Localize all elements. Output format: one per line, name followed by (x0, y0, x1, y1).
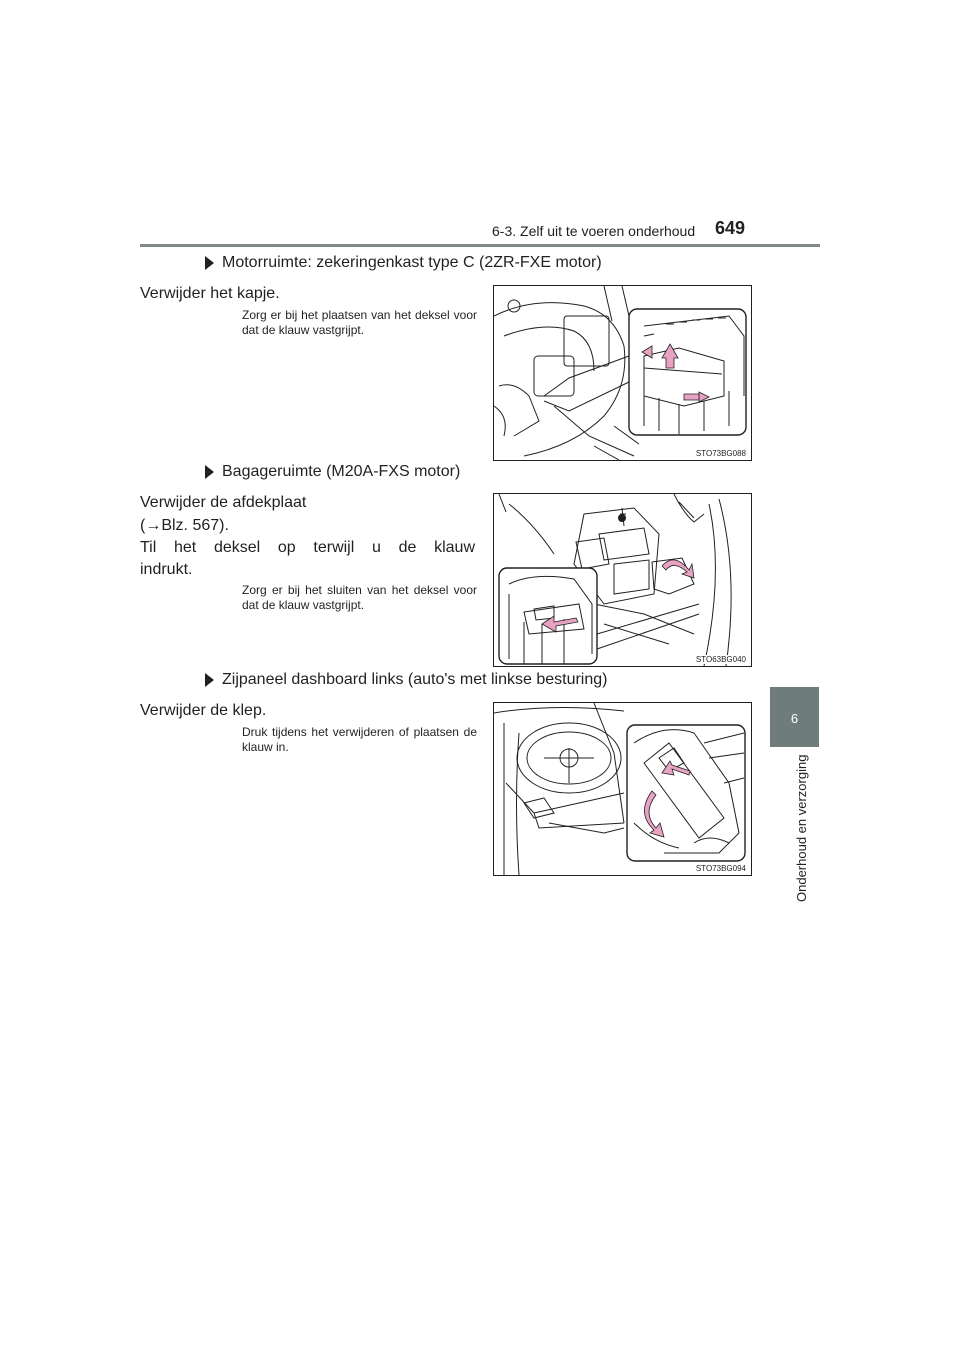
note-text: Zorg er bij het sluiten van het deksel voor dat de klauw vastgrijpt. (242, 583, 477, 612)
page-number: 649 (715, 218, 746, 238)
note-text: Druk tijdens het verwijderen of plaatsen de klauw in. (242, 725, 477, 754)
figure-dashboard-fuse-box (493, 702, 752, 876)
figure-luggage-fuse-box (493, 493, 752, 667)
instruction-line: Til het deksel op terwijl u de klauw (140, 539, 475, 556)
triangle-bullet-icon (205, 673, 214, 687)
section-heading-engine-bay (222, 254, 602, 272)
engine-bay-illustration (494, 286, 751, 460)
figure-code: STO73BG094 (695, 864, 746, 873)
triangle-bullet-icon (205, 256, 214, 270)
instruction-line: indrukt. (140, 561, 193, 578)
heading-text: Bagageruimte (M20A-FXS motor) (222, 463, 461, 480)
chapter-tab (770, 687, 819, 747)
note-text: Zorg er bij het plaatsen van het deksel voor dat de klauw vastgrijpt. (242, 308, 477, 337)
chapter-number: 6 (790, 711, 799, 726)
instruction-line: Verwijder de afdekplaat (140, 494, 307, 511)
heading-text: Zijpaneel dashboard links (auto's met linkse besturing) (222, 671, 608, 688)
instruction-text: Verwijder het kapje. (140, 285, 280, 302)
instruction-text: Verwijder de klep. (140, 702, 267, 719)
dashboard-illustration (494, 703, 751, 875)
running-header-section: 6-3. Zelf uit te voeren onderhoud (492, 223, 696, 239)
luggage-illustration (494, 494, 751, 666)
section-heading-dashboard (222, 671, 607, 689)
instruction-line: (→Blz. 567). (140, 517, 229, 534)
heading-text: Motorruimte: zekeringenkast type C (2ZR-FXE motor) (222, 254, 602, 271)
header-rule (140, 244, 820, 247)
triangle-bullet-icon (205, 465, 214, 479)
section-heading-luggage (222, 463, 460, 481)
chapter-title: Onderhoud en verzorging (794, 755, 809, 903)
figure-code: STO63BG040 (695, 655, 746, 664)
figure-engine-fuse-box (493, 285, 752, 461)
figure-code: STO73BG088 (695, 449, 746, 458)
